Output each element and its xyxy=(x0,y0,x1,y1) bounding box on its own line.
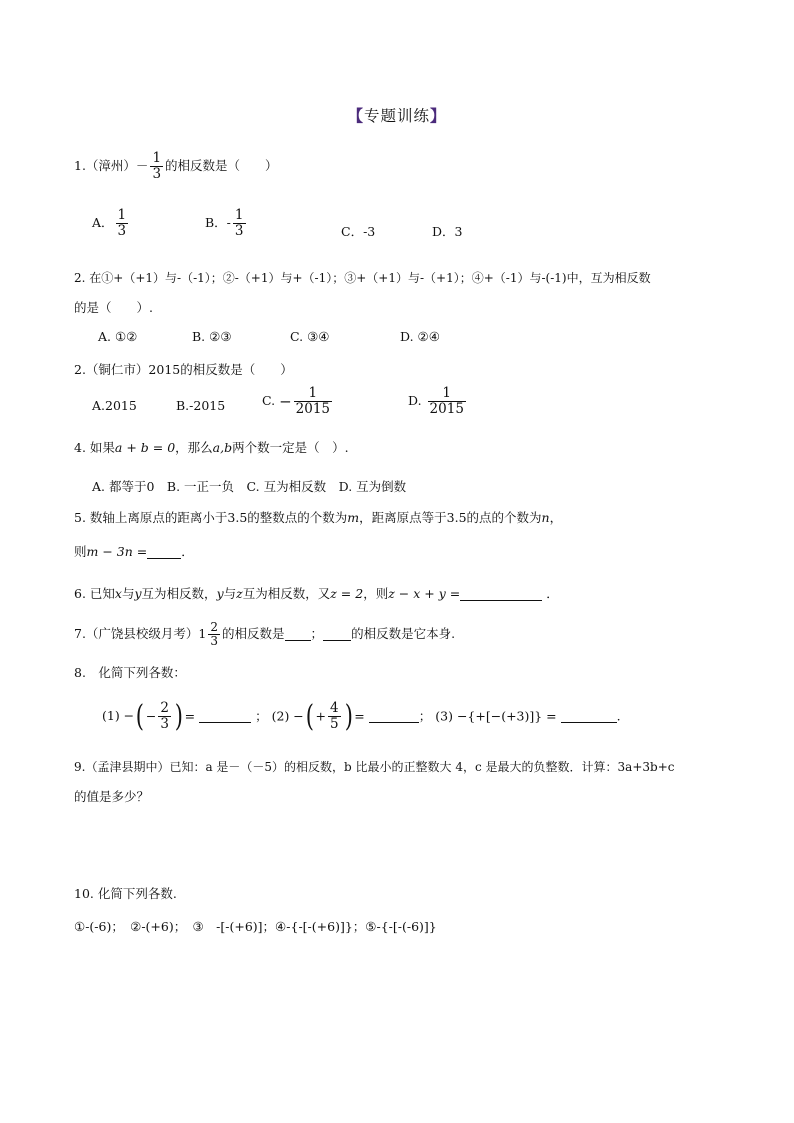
q1-option-c: C．-3 xyxy=(341,224,376,239)
question-2-line-1: 2. 在①+（+1）与-（-1）；②-（+1）与+（-1）；③+（+1）与-（+1）；④+（-1）与-(-1)中，互为相反数 xyxy=(74,271,651,285)
q1-prefix: 1.（漳州）－ xyxy=(74,158,149,173)
question-7: 7.（广饶县校级月考）1 $\frac{2}{3}$ 的相反数是 ； 的相反数是它本身. xyxy=(74,620,456,648)
q6-expression: z − x + y = xyxy=(388,586,461,601)
q6-answer-blank xyxy=(460,588,542,601)
q8-part-3: (3) −{+[−(+3)]} = xyxy=(435,708,557,724)
q3-option-c: C. − $\frac{1}{2015}$ xyxy=(262,385,331,417)
question-3: 2.（铜仁市）2015的相反数是（ ） xyxy=(74,362,293,377)
q7-fraction: $\frac{2}{3}$ xyxy=(210,620,219,648)
q1-suffix: 的相反数是（ ） xyxy=(165,158,278,173)
question-4: 4. 如果a + b = 0，那么a,b两个数一定是（ ）. xyxy=(74,440,349,455)
q2-option-b: B. ②③ xyxy=(192,329,232,344)
q4-equation: a + b = 0 xyxy=(114,440,176,455)
question-6: 6. 已知x与y互为相反数，y与z互为相反数，又z = 2，则z − x + y = ． xyxy=(74,586,559,601)
q1-option-d: D．3 xyxy=(432,224,463,239)
q1-option-b: B．- $\frac{1}{3}$ xyxy=(205,207,244,239)
question-8: 8. 化简下列各数： xyxy=(74,665,186,680)
q5-answer-blank xyxy=(147,546,181,559)
q8-parts: (1) −( − $\frac{2}{3}$ ) = ； (2) −( + $\frac{4}{5}$ ) = ； (3) −{+[−(+3)]} = . xyxy=(102,698,621,734)
q10-items: ①-(-6)； ②-(+6)； ③ -[-(+6)]；④-{-[-(+6)]}；⑤-{-[-(-6)]} xyxy=(74,919,437,934)
q8-part-1-label: (1) − xyxy=(102,708,135,723)
q8-answer-blank-1 xyxy=(199,710,251,723)
question-5-line-2: 则m − 3n = ． xyxy=(74,544,194,559)
q1-fraction: $\frac{1}{3}$ xyxy=(152,150,162,182)
q8-answer-blank-2 xyxy=(369,710,419,723)
q2-option-a: A. ①② xyxy=(98,329,138,344)
q3-option-a: A.2015 xyxy=(92,398,137,413)
title-open-bracket: 【 xyxy=(347,107,364,125)
q2-option-c: C. ③④ xyxy=(290,329,330,344)
q3-option-d: D. $\frac{1}{2015}$ xyxy=(408,385,464,417)
q1-option-a: A． $\frac{1}{3}$ xyxy=(92,207,127,239)
q2-option-d: D. ②④ xyxy=(400,329,440,344)
question-10: 10. 化简下列各数. xyxy=(74,886,177,901)
q8-answer-blank-3 xyxy=(561,710,617,723)
question-9-line-1: 9.（孟津县期中）已知：a 是－（－5）的相反数，b 比最小的正整数大 4，c 是最大的负整数．计算：3a+3b+c xyxy=(74,760,675,774)
q7-answer-blank-2 xyxy=(323,628,351,641)
q4-options: A. 都等于0 B. 一正一负 C. 互为相反数 D. 互为倒数 xyxy=(92,479,407,494)
question-2-line-2: 的是（ ）. xyxy=(74,300,153,315)
title-text: 专题训练 xyxy=(363,107,430,125)
q7-answer-blank-1 xyxy=(285,628,311,641)
question-1 xyxy=(74,151,278,182)
question-5-line-1: 5. 数轴上离原点的距离小于3.5的整数点的个数为m，距离原点等于3.5的点的个数为n， xyxy=(74,510,563,525)
title-close-bracket: 】 xyxy=(430,107,447,125)
q5-expression: m − 3n = xyxy=(86,544,148,559)
question-9-line-2: 的值是多少？ xyxy=(74,789,150,804)
q3-option-b: B.-2015 xyxy=(176,398,226,413)
page-title xyxy=(0,104,794,126)
q8-part-2-label: (2) − xyxy=(271,708,304,724)
